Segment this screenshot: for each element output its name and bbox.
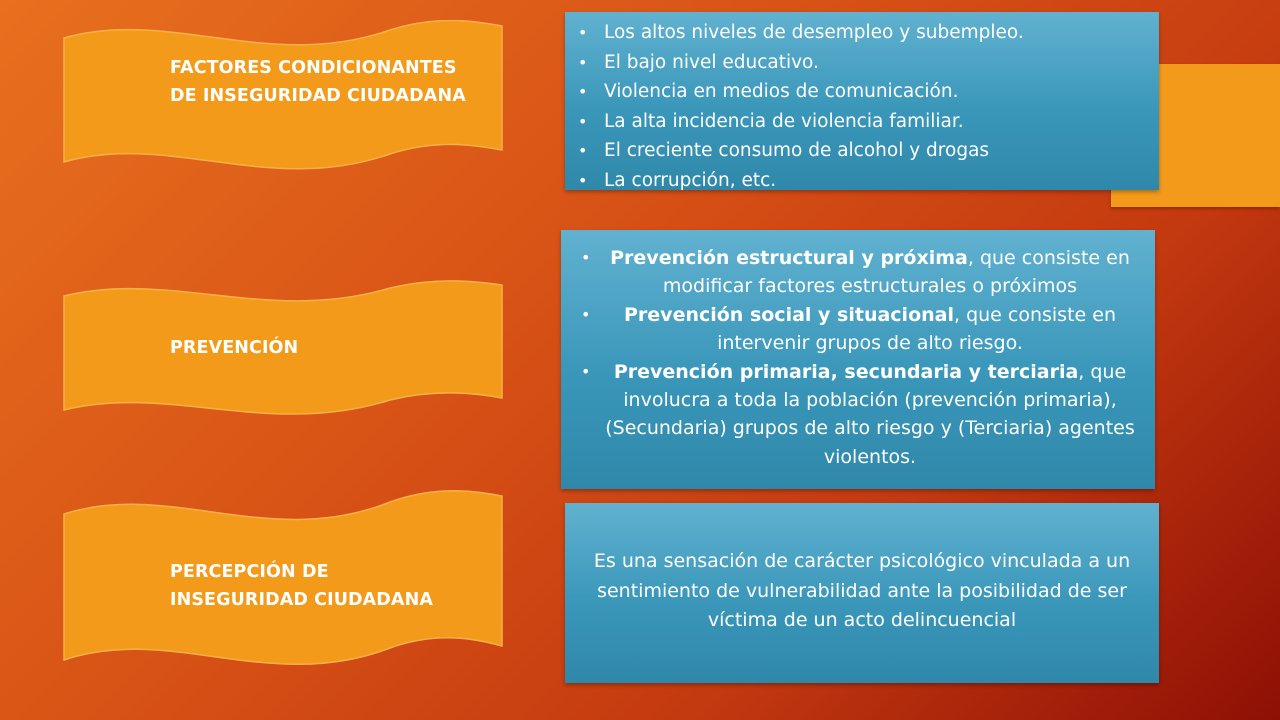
list-item-text: , que consiste en intervenir grupos de alto riesgo. bbox=[717, 303, 1116, 355]
list-item-bold: Prevención estructural y próxima bbox=[610, 247, 968, 269]
factores-bullet-list bbox=[565, 12, 1159, 196]
section-label-percepcion-line-2: INSEGURIDAD CIUDADANA bbox=[170, 590, 433, 610]
wave-banner-percepcion bbox=[60, 490, 504, 670]
percepcion-description: Es una sensación de carácter psicológico vinculada a un sentimiento de vulnerabilidad ante la posibilidad de ser víctima de un acto delincuencial bbox=[593, 550, 1131, 631]
prevencion-bullet-list bbox=[561, 230, 1155, 471]
section-label-percepcion-line-1: PERCEPCIÓN DE bbox=[170, 562, 329, 582]
section-label-percepcion bbox=[170, 558, 433, 614]
section-label-factores-line-1: FACTORES CONDICIONANTES bbox=[170, 58, 457, 78]
section-label-prevencion: PREVENCIÓN bbox=[170, 338, 299, 358]
list-item bbox=[605, 244, 1135, 301]
list-item-bold: Prevención primaria, secundaria y terciaria bbox=[613, 360, 1079, 383]
list-item: • La corrupción, etc. bbox=[604, 166, 1159, 196]
list-item-text: , que consiste en modificar factores estructurales o próximos bbox=[662, 247, 1130, 298]
section-label-factores bbox=[170, 54, 466, 110]
wave-banner-factores bbox=[60, 20, 504, 170]
percepcion-content-box bbox=[565, 503, 1159, 683]
prevencion-content-box bbox=[561, 230, 1155, 489]
list-item-bold: Prevención social y situacional bbox=[624, 303, 954, 326]
list-item: • Violencia en medios de comunicación. bbox=[604, 77, 1159, 107]
list-item: • El bajo nivel educativo. bbox=[604, 48, 1159, 78]
list-item bbox=[605, 301, 1135, 358]
list-item-text: , que involucra a toda la población (prevención primaria), (Secundaria) grupos de alto riesgo y (Terciaria) agentes violentos. bbox=[605, 360, 1135, 468]
wave-banner-prevencion bbox=[60, 280, 504, 416]
list-item: • La alta incidencia de violencia familiar. bbox=[604, 107, 1159, 137]
list-item bbox=[605, 358, 1135, 472]
list-item: • El creciente consumo de alcohol y drogas bbox=[604, 136, 1159, 166]
factores-content-box bbox=[565, 12, 1159, 190]
list-item: • Los altos niveles de desempleo y subempleo. bbox=[604, 18, 1159, 48]
section-label-factores-line-2: DE INSEGURIDAD CIUDADANA bbox=[170, 86, 466, 106]
